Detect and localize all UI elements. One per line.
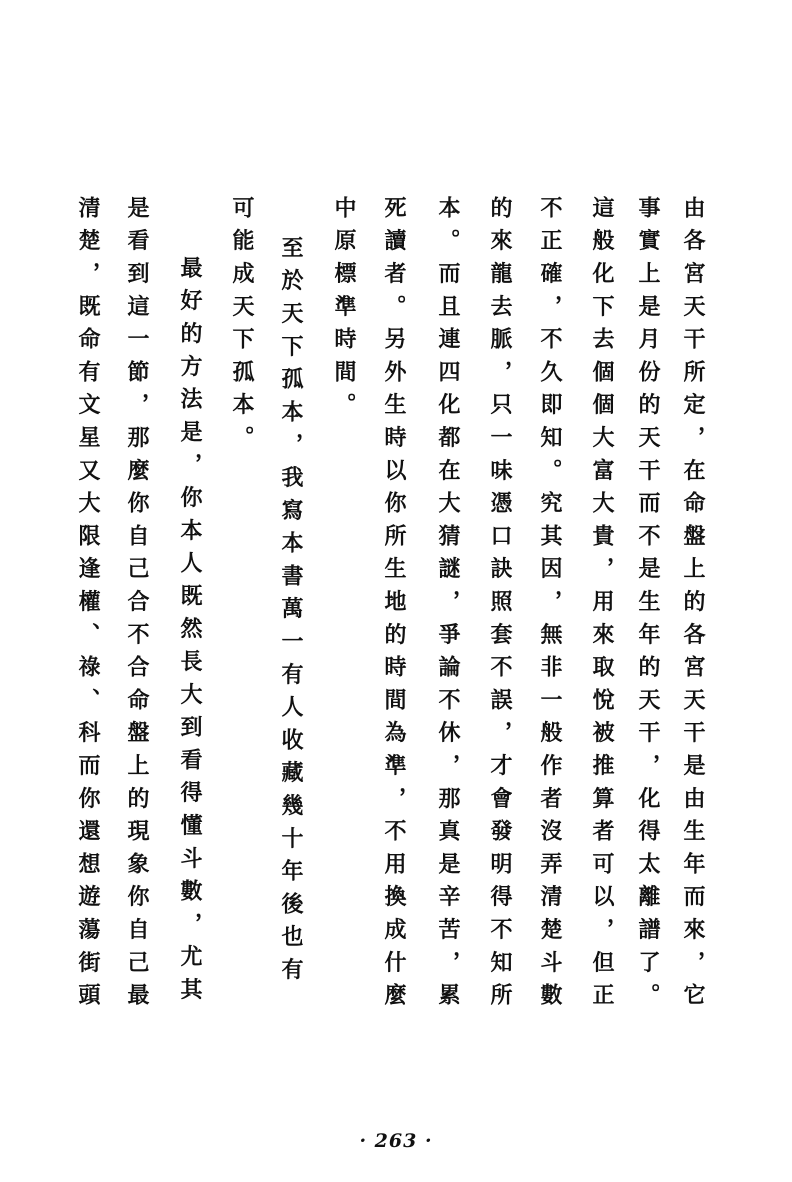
text-column-10: 可能成天下孤本。 bbox=[229, 196, 255, 459]
text-column-5: 的來龍去脈，只一味憑口訣照套不誤，才會發明得不知所 bbox=[487, 196, 513, 1016]
text-column-7: 死讀者。另外生時以你所生地的時間為準，不用換成什麼 bbox=[381, 196, 407, 1016]
text-column-9: 至於天下孤本，我寫本書萬一有人收藏幾十年後也有 bbox=[278, 236, 304, 991]
page-number: · 263 · bbox=[359, 1130, 433, 1152]
text-column-13: 清楚，既命有文星又大限逢權、祿、科而你還想遊蕩街頭 bbox=[75, 196, 101, 1016]
text-column-2: 事實上是月份的天干而不是生年的天干，化得太離譜了。 bbox=[635, 196, 661, 1016]
text-column-11: 最好的方法是，你本人既然長大到看得懂斗數，尤其 bbox=[177, 256, 203, 1011]
text-column-4: 不正確，不久即知。究其因，無非一般作者沒弄清楚斗數 bbox=[537, 196, 563, 1016]
text-column-1: 由各宮天干所定，在命盤上的各宮天干是由生年而來，它 bbox=[680, 196, 706, 1016]
text-column-3: 這般化下去個個大富大貴，用來取悅被推算者可以，但正 bbox=[589, 196, 615, 1016]
text-column-6: 本。而且連四化都在大猜謎，爭論不休，那真是辛苦，累 bbox=[435, 196, 461, 1016]
text-column-8: 中原標準時間。 bbox=[331, 196, 357, 426]
text-column-12: 是看到這一節，那麼你自己合不合命盤上的現象你自己最 bbox=[124, 196, 150, 1016]
